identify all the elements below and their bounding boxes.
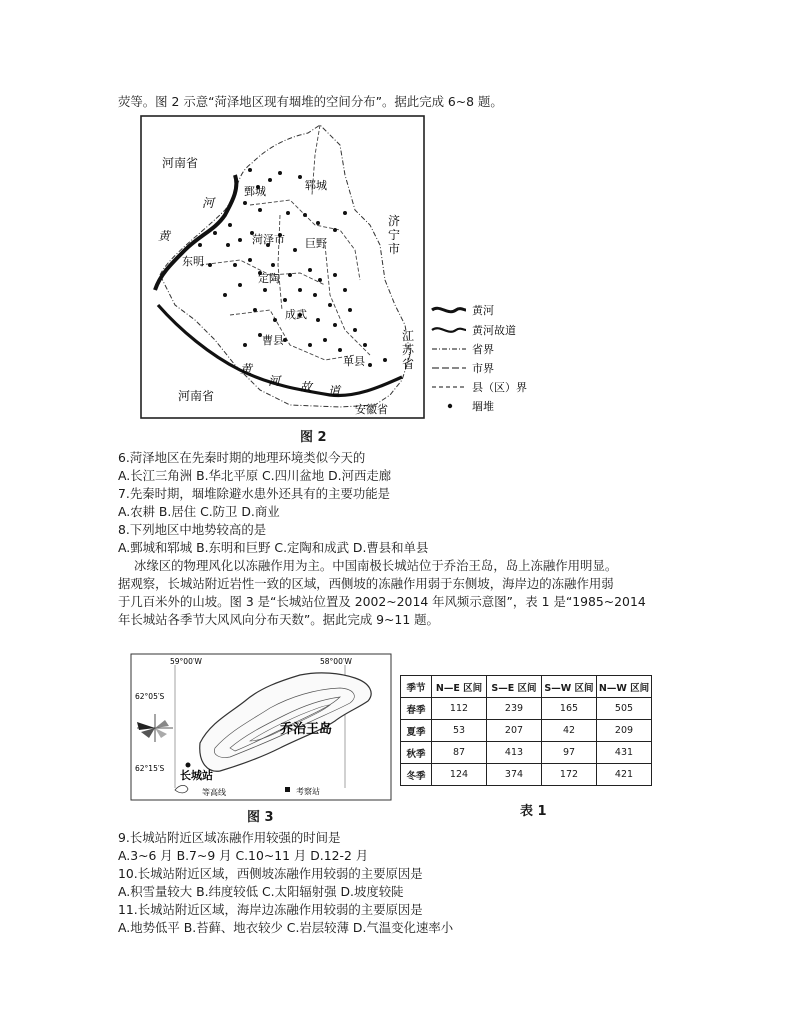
label-old-huang: 黄	[240, 362, 253, 376]
label-juancheng: 鄄城	[244, 185, 266, 198]
label-jiangsu: 江苏省	[402, 329, 415, 371]
table1-caption: 表 1	[520, 804, 547, 819]
heze-map	[140, 115, 425, 420]
th-sw: S—W 区间	[542, 676, 597, 698]
table-row: 秋季 87 413 97 431	[401, 742, 652, 764]
q11-options: A.地势低平 B.苔藓、地衣较少 C.岩层较薄 D.气温变化速率小	[118, 920, 454, 935]
table-row: 春季 112 239 165 505	[401, 698, 652, 720]
label-chengwu: 成武	[285, 308, 307, 321]
lon-59: 59°00′W	[170, 657, 202, 666]
q10-stem: 10.长城站附近区域，西侧坡冻融作用较弱的主要原因是	[118, 866, 423, 881]
map2-legend	[430, 300, 550, 418]
changcheng-map	[130, 653, 392, 801]
passage-line-1: 冰缘区的物理风化以冻融作用为主。中国南极长城站位于乔治王岛，岛上冻融作用明显。	[134, 558, 618, 573]
passage-line-2: 据观察，长城站附近岩性一致的区域，西侧坡的冻融作用弱于东侧坡，海岸边的冻融作用弱	[118, 576, 614, 591]
label-yuncheng: 郓城	[305, 179, 327, 192]
lat-6215: 62°15′S	[135, 764, 165, 773]
q6-options: A.长江三角洲 B.华北平原 C.四川盆地 D.河西走廊	[118, 468, 392, 483]
label-dongming: 东明	[182, 255, 204, 268]
q7-stem: 7.先秦时期，堌堆除避水患外还具有的主要功能是	[118, 486, 391, 501]
table-row: 夏季 53 207 42 209	[401, 720, 652, 742]
figure2-caption: 图 2	[300, 430, 327, 445]
label-anhui: 安徽省	[355, 403, 388, 416]
island-label: 乔治王岛	[280, 722, 333, 737]
q9-stem: 9.长城站附近区域冻融作用较强的时间是	[118, 830, 341, 845]
table-row: 冬季 124 374 172 421	[401, 764, 652, 786]
intro-text: 荧等。图 2 示意“菏泽地区现有堌堆的空间分布”。据此完成 6~8 题。	[118, 94, 503, 109]
legend-contour: 等高线	[202, 788, 226, 797]
label-juye: 巨野	[305, 237, 327, 250]
label-river-huang: 黄	[158, 229, 171, 243]
label-old-gu: 故	[300, 380, 313, 394]
q11-stem: 11.长城站附近区域，海岸边冻融作用较弱的主要原因是	[118, 902, 423, 917]
legend-county: 县（区）界	[472, 381, 527, 394]
label-henan-bottom: 河南省	[178, 389, 215, 403]
q6-stem: 6.菏泽地区在先秦时期的地理环境类似今天的	[118, 450, 366, 465]
figure3-caption: 图 3	[247, 810, 274, 825]
legend-old-river: 黄河故道	[472, 324, 516, 337]
passage-line-4: 年长城站各季节大风风向分布天数”。据此完成 9~11 题。	[118, 612, 439, 627]
th-se: S—E 区间	[487, 676, 542, 698]
label-caoxian: 曹县	[262, 334, 284, 347]
label-dingtao: 定陶	[258, 272, 280, 285]
label-jining: 济宁市	[388, 214, 401, 256]
lat-6205: 62°05′S	[135, 692, 165, 701]
label-shanxian: 单县	[343, 355, 365, 368]
q7-options: A.农耕 B.居住 C.防卫 D.商业	[118, 504, 280, 519]
legend-city: 市界	[472, 362, 494, 375]
legend-station: 考察站	[296, 787, 320, 796]
q8-stem: 8.下列地区中地势较高的是	[118, 522, 267, 537]
th-nw: N—W 区间	[597, 676, 652, 698]
th-season: 季节	[401, 676, 432, 698]
station-label: 长城站	[180, 769, 213, 782]
q8-options: A.鄄城和郓城 B.东明和巨野 C.定陶和成武 D.曹县和单县	[118, 540, 429, 555]
th-ne: N—E 区间	[432, 676, 487, 698]
lon-58: 58°00′W	[320, 657, 352, 666]
q9-options: A.3~6 月 B.7~9 月 C.10~11 月 D.12-2 月	[118, 848, 369, 863]
legend-province: 省界	[472, 343, 494, 356]
label-old-dao: 道	[328, 384, 341, 398]
label-old-he: 河	[268, 374, 281, 388]
table1	[400, 675, 652, 786]
legend-gudui: 堌堆	[472, 400, 494, 413]
label-henan-top: 河南省	[162, 156, 199, 170]
label-heze: 菏泽市	[252, 233, 285, 246]
passage-line-3: 于几百米外的山坡。图 3 是“长城站位置及 2002~2014 年风频示意图”，表 1 是“1985~2014	[118, 594, 646, 609]
legend-huanghe: 黄河	[472, 304, 494, 317]
q10-options: A.积雪量较大 B.纬度较低 C.太阳辐射强 D.坡度较陡	[118, 884, 404, 899]
label-river-he: 河	[202, 196, 215, 210]
